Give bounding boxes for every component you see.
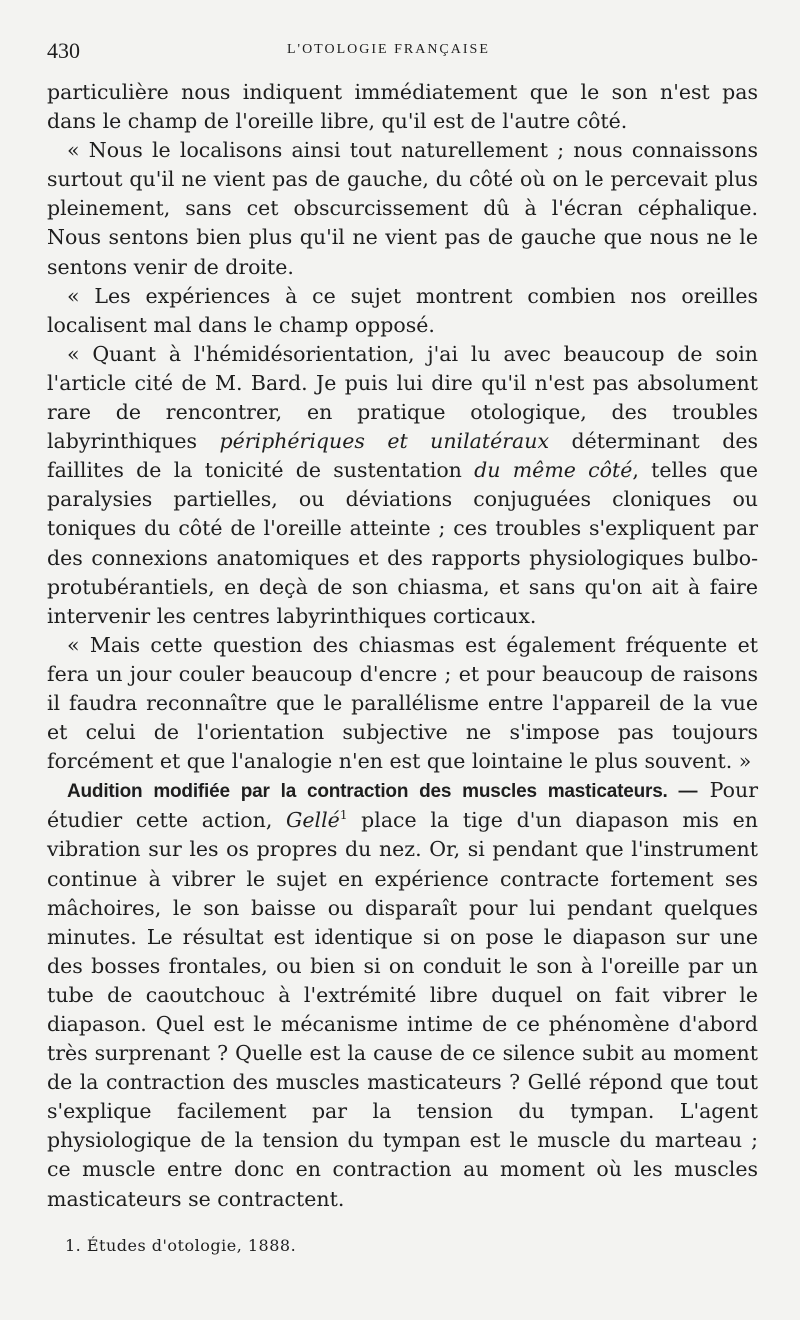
footnote-reference: 1 xyxy=(339,808,348,823)
paragraph-4 xyxy=(47,340,758,631)
footnote: 1. Études d'otologie, 1888. xyxy=(65,1235,297,1255)
paragraph-4-text-b: déterminant des faillites de la tonicité de sustentation xyxy=(47,429,759,483)
paragraph-5: « Mais cette question des chiasmas est également fréquente et fera un jour couler beaucoup d'encre ; et pour beaucoup de raisons il faudra reconnaître que le parallélisme entre l'appareil de la vue et celui de l'orientation subjective ne s'impose pas toujours forcément et que l'analogie n'en est que lointaine le plus souvent. » xyxy=(47,632,758,774)
section-text-a: Pour étudier cette action, xyxy=(47,778,758,833)
running-title: L'OTOLOGIE FRANÇAISE xyxy=(287,42,490,57)
paragraph-4-emphasis-1: périphériques et unilatéraux xyxy=(219,429,550,454)
footnote-separator xyxy=(47,1214,758,1236)
page-number: 430 xyxy=(47,38,80,63)
paragraph-4-text-c: , telles que paralysies partielles, ou déviations conjuguées cloniques ou toniques du côté de l'oreille atteinte ; ces troubles s'expliquent par des connexions anatomiques et des rapports physiologiques bulbo-protubérantiels, en deçà de son chiasma, et sans qu'on ait à faire intervenir les centres labyrinthiques corticaux. xyxy=(47,458,758,628)
section-paragraph xyxy=(47,776,758,1213)
paragraph-4-emphasis-2: du même côté xyxy=(474,458,633,483)
section-text-b: place la tige d'un diapason mis en vibration sur les os propres du nez. Or, si pendant que l'instrument continue à vibrer le sujet en expérience contracte fortement ses mâchoires, le son baisse ou disparaît pour lui pendant quelques minutes. Le résultat est identique si on pose le diapason sur une des bosses frontales, ou bien si on conduit le son à l'oreille par un tube de caoutchouc à l'extrémité libre duquel on fait vibrer le diapason. Quel est le mécanisme intime de ce phénomène d'abord très surprenant ? Quelle est la cause de ce silence subit au moment de la contraction des muscles masticateurs ? Gellé répond que tout s'explique facilement par la tension du tympan. L'agent physiologique de la tension du tympan est le muscle du marteau ; ce muscle entre donc en contraction au moment où les muscles masticateurs se contractent. xyxy=(47,808,758,1211)
section-heading: Audition modifiée par la contraction des muscles masticateurs. — xyxy=(67,781,698,803)
body-text xyxy=(47,78,758,1214)
paragraph-1: particulière nous indiquent immédiatement que le son n'est pas dans le champ de l'oreille libre, qu'il est de l'autre côté. xyxy=(47,80,758,134)
page-header xyxy=(47,38,758,78)
paragraph-3: « Les expériences à ce sujet montrent combien nos oreilles localisent mal dans le champ opposé. xyxy=(47,283,758,337)
paragraph-4-text-a: « Quant à l'hémidésorientation, j'ai lu avec beaucoup de soin l'article cité de M. Bard. Je puis lui dire qu'il n'est pas absolument rare de rencontrer, en pratique otologique, des troubles labyrinthiques xyxy=(47,341,758,454)
author-name: Gellé xyxy=(286,808,340,833)
paragraph-2: « Nous le localisons ainsi tout naturellement ; nous connaissons surtout qu'il ne vient pas de gauche, du côté où on le percevait plus pleinement, sans cet obscurcissement dû à l'écran céphalique. Nous sentons bien plus qu'il ne vient pas de gauche que nous ne le sentons venir de droite. xyxy=(47,138,758,279)
